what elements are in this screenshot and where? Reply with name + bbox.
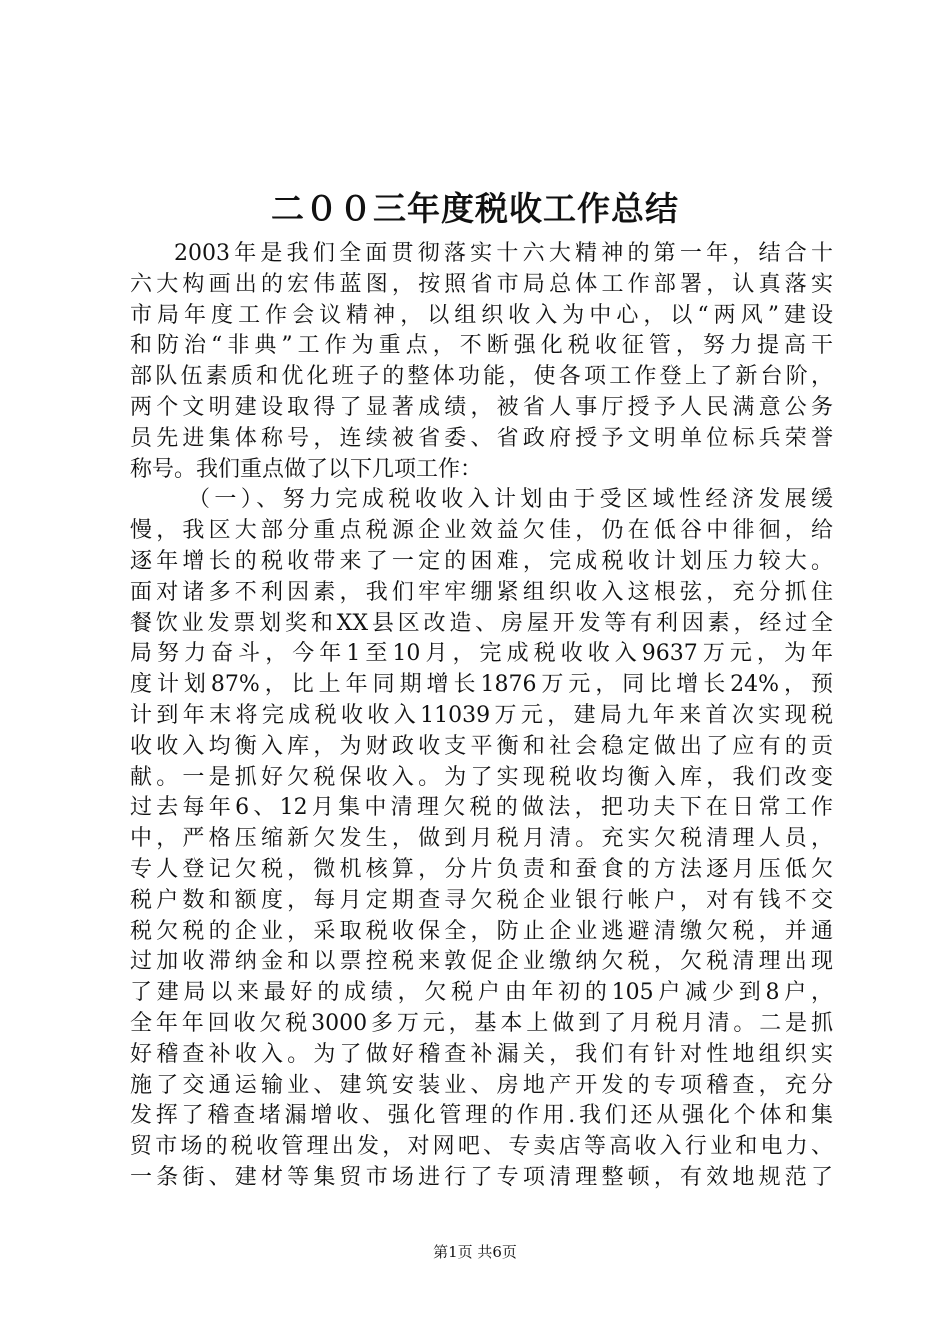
page-footer: 第1页 共6页 [433,1243,517,1261]
body-line: 献。一是抓好欠税保收入。为了实现税收均衡入库，我们改变 [130,764,833,790]
body-line: 餐饮业发票划奖和XX县区改造、房屋开发等有利因素，经过全 [130,610,833,636]
body-line: 逐年增长的税收带来了一定的困难，完成税收计划压力较大。 [130,548,833,574]
body-line: 度计划87%，比上年同期增长1876万元，同比增长24%，预 [130,672,833,698]
body-line: 计到年末将完成税收收入11039万元，建局九年来首次实现税 [130,702,833,728]
body-line: 部队伍素质和优化班子的整体功能，使各项工作登上了新台阶， [130,364,833,390]
body-line: 发挥了稽查堵漏增收、强化管理的作用.我们还从强化个体和集 [130,1103,833,1129]
body-line: 过加收滞纳金和以票控税来敦促企业缴纳欠税，欠税清理出现 [130,949,833,975]
body-line: 一条街、建材等集贸市场进行了专项清理整顿，有效地规范了 [130,1164,833,1190]
body-line: 贸市场的税收管理出发，对网吧、专卖店等高收入行业和电力、 [130,1134,833,1160]
body-line: 专人登记欠税，微机核算，分片负责和蚕食的方法逐月压低欠 [130,856,833,882]
body-line: 过去每年6、12月集中清理欠税的做法，把功夫下在日常工作 [130,795,833,821]
body-line: 六大构画出的宏伟蓝图，按照省市局总体工作部署，认真落实 [130,271,833,297]
document-body [130,239,833,1194]
body-line: 员先进集体称号，连续被省委、省政府授予文明单位标兵荣誉 [130,425,833,451]
body-line: 局努力奋斗，今年1至10月，完成税收收入9637万元，为年 [130,641,833,667]
body-line: 了建局以来最好的成绩，欠税户由年初的105户减少到8户， [130,980,833,1006]
body-line: 好稽查补收入。为了做好稽查补漏关，我们有针对性地组织实 [130,1041,833,1067]
body-line: 慢，我区大部分重点税源企业效益欠佳，仍在低谷中徘徊，给 [130,518,833,544]
document-title: 二００三年度税收工作总结 [271,189,679,228]
body-line: 两个文明建设取得了显著成绩，被省人事厅授予人民满意公务 [130,394,833,420]
body-line: 称号。我们重点做了以下几项工作： [130,456,483,482]
body-line: 税欠税的企业，采取税收保全，防止企业逃避清缴欠税，并通 [130,918,833,944]
body-line: 2003年是我们全面贯彻落实十六大精神的第一年，结合十 [174,241,833,266]
body-line: 中，严格压缩新欠发生，做到月税月清。充实欠税清理人员， [130,826,833,852]
body-line: （一）、努力完成税收收入计划由于受区域性经济发展缓 [188,487,833,513]
body-line: 面对诸多不利因素，我们牢牢绷紧组织收入这根弦，充分抓住 [130,579,833,605]
body-line: 全年年回收欠税3000多万元，基本上做到了月税月清。二是抓 [130,1010,833,1036]
body-line: 税户数和额度，每月定期查寻欠税企业银行帐户，对有钱不交 [130,887,833,913]
body-line: 和防治“非典”工作为重点，不断强化税收征管，努力提高干 [130,333,833,359]
body-line: 收收入均衡入库，为财政收支平衡和社会稳定做出了应有的贡 [130,733,833,759]
body-line: 施了交通运输业、建筑安装业、房地产开发的专项稽查，充分 [130,1072,833,1098]
body-line: 市局年度工作会议精神，以组织收入为中心，以“两风”建设 [130,302,833,328]
